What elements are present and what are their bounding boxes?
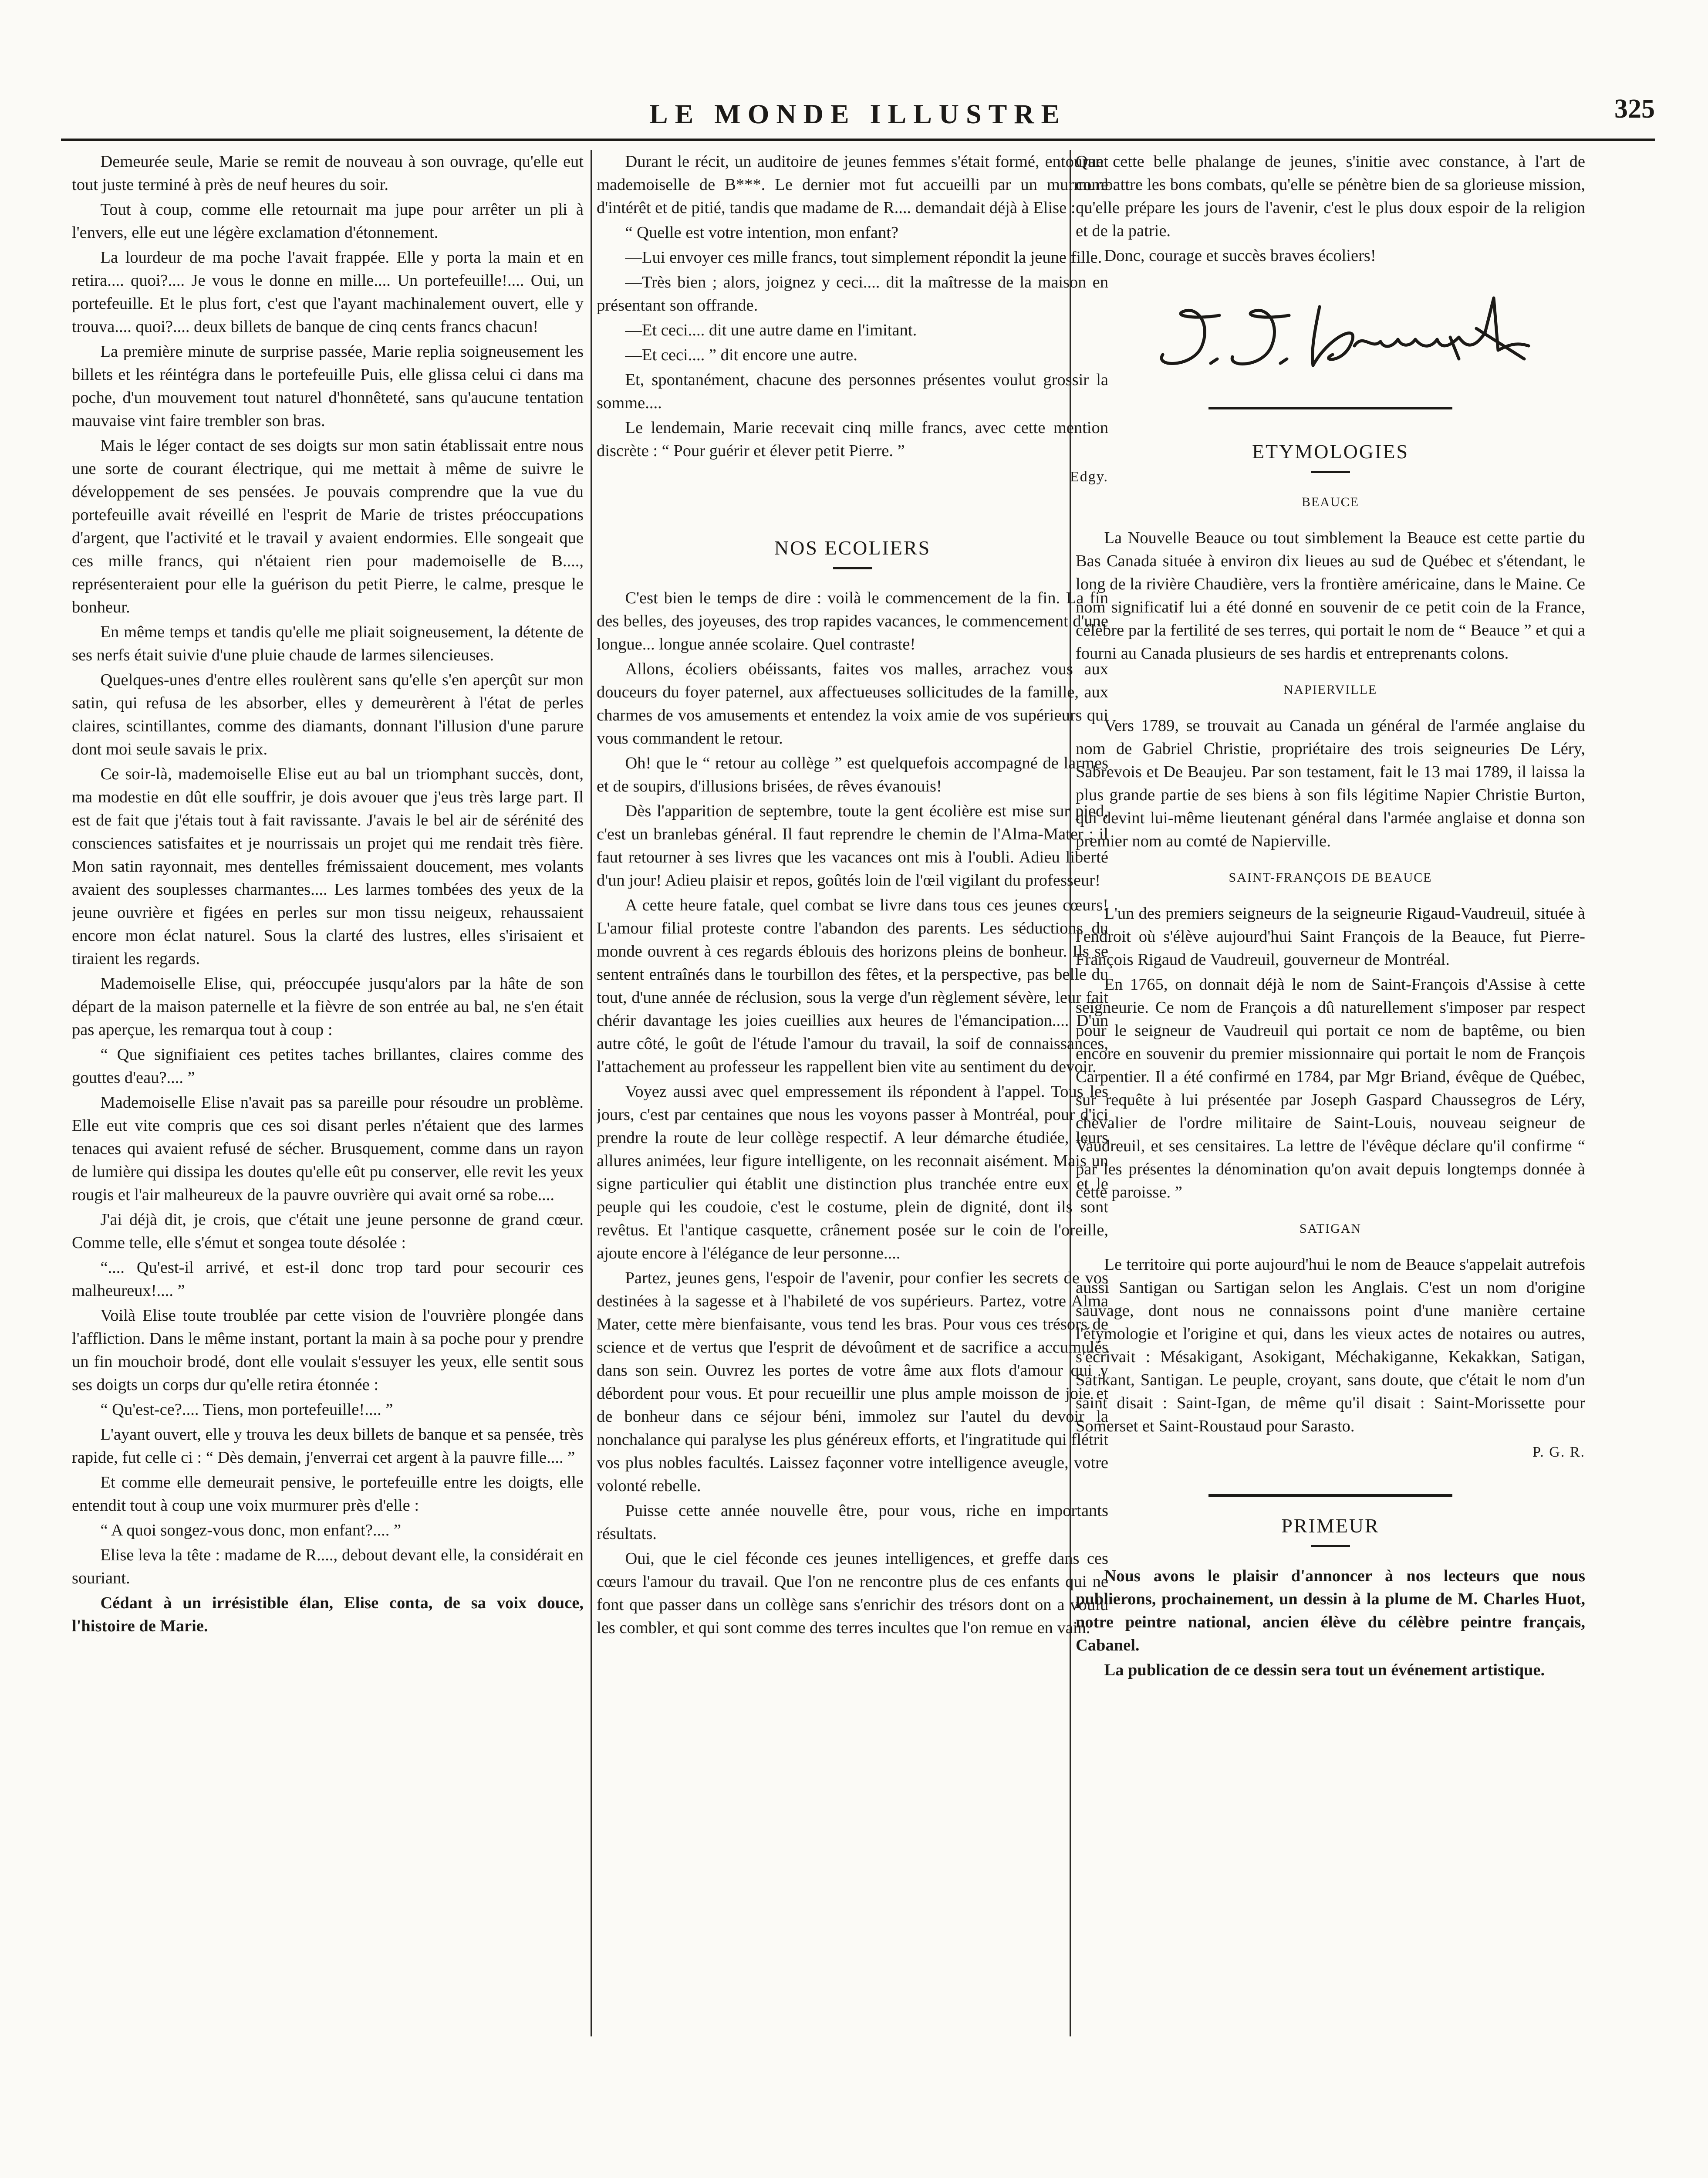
handwritten-signature [1076,276,1585,389]
etym-signature: P. G. R. [1532,1444,1585,1460]
paragraph: Nous avons le plaisir d'annoncer à nos lecteurs que nous publierons, prochainement, un dessin à la plume de M. Charles Huot, notre peintre national, ancien élève du célèbre peintre français, Cabanel. [1076,1567,1585,1654]
paragraph: En 1765, on donnait déjà le nom de Saint-François d'Assise à cette seigneurie. Ce nom de François a dû naturellement s'imposer par respect pour le seigneur de Vaudreuil qui portait ce nom de baptême, ou bien encore en souvenir du premier missionnaire qui portait le nom de François Carpentier. Il a été confirmé en 1784, par Mgr Briand, évêque de Québec, sur requête à lui présentée par Joseph Gaspard Chaussegros de Léry, chevalier de l'ordre militaire de Saint-Louis, nouveau seigneur de Vaudreuil, et ses censitaires. La lettre de l'évêque déclare qu'il confirme “ par les présentes la dénomination qu'on avait depuis longtemps donnée à cette paroisse. ” [1076,975,1585,1201]
paragraph: L'un des premiers seigneurs de la seigneurie Rigaud-Vaudreuil, située à l'endroit où s'élève aujourd'hui Saint François de la Beauce, fut Pierre-François Rigaud de Vaudreuil, gouverneur de Montréal. [1076,904,1585,969]
header-rule [61,139,1655,141]
paragraph: Voyez aussi avec quel empressement ils répondent à l'appel. Tous les jours, c'est par centaines que nous les voyons passer à Montréal, pour d'ici prendre la route de leur collège respectif. A leur démarche étudiée, leurs allures animées, leur figure intelligente, on les reconnait aisément. Mais un signe particulier qui établit une distinction plus tranchée entre eux et le peuple qui les coudoie, c'est le costume, plein de dignité, dont ils sont revêtus. Et l'antique casquette, crânement posée sur le coin de l'oreille, ajoute encore à l'élégance de leur personne.... [597,1082,1108,1262]
section-title: PRIMEUR [1281,1515,1380,1537]
paragraph: Tout à coup, comme elle retournait ma jupe pour arrêter un pli à l'envers, elle eut une légère exclamation d'étonnement. [72,200,584,242]
paragraph: La première minute de surprise passée, Marie replia soigneusement les billets et les réintégra dans le portefeuille Puis, elle glissa celui ci dans ma poche, d'un mouvement tout naturel d'honnêteté, sans qu'aucune tentation mauvaise vint faire trembler son bras. [72,342,584,430]
paragraph: La Nouvelle Beauce ou tout simblement la Beauce est cette partie du Bas Canada située à environ dix lieues au sud de Québec et s'étendant, le long de la rivière Chaudière, vers la frontière américaine, dans le Maine. Ce nom significatif lui a été donné en souvenir de ce petit coin de la France, célèbre par la fertilité de ses terres, qui portait le nom de “ Beauce ” et qui a fourni au Canada plusieurs de ses hardis et entreprenants colons. [1076,529,1585,663]
paragraph: Vers 1789, se trouvait au Canada un général de l'armée anglaise du nom de Gabriel Christie, propriétaire des trois seigneuries De Léry, Sabrevois et De Beaujeu. Par son testament, fait le 13 mai 1789, il laissa la plus grande partie de ses biens à son fils légitime Napier Christie Burton, qui devint lui-même lieutenant général dans l'armée anglaise et donna son premier nom au comté de Napierville. [1076,717,1585,850]
section-rule [1208,407,1452,409]
paragraph: Oui, que le ciel féconde ces jeunes intelligences, et greffe dans ces cœurs l'amour du travail. Que l'on ne rencontre plus de ces enfants qui ne font que passer dans un collège sans s'enrichir des trésors dont on a voulu les combler, et qui sont comme des terres incultes que l'on remue en vain. [597,1549,1108,1637]
title-rule [1311,1545,1350,1547]
page-header [61,94,1655,146]
paragraph: Puisse cette année nouvelle être, pour vous, riche en importants résultats. [597,1502,1108,1543]
column-3 [1076,150,1585,2178]
paragraph: Ce soir-là, mademoiselle Elise eut au bal un triomphant succès, dont, ma modestie en dût elle souffrir, je dois avouer que j'eus très large part. Il est de fait que j'étais tout à fait ravissante. J'avais le bel air de sérénité des consciences satisfaites et je nourrissais un projet qui me rendait très fière. Mon satin rayonnait, mes dentelles frémissaient doucement, mes volants avaient des souplesses charmantes.... Les larmes tombées des yeux de la jeune ouvrière et figées en perles sur mon tissu neigeux, rehaussaient encore mon éclat naturel. Sous la clarté des lustres, elles s'irisaient et tiraient les regards. [72,765,584,968]
paragraph: Quelques-unes d'entre elles roulèrent sans qu'elle s'en aperçût sur mon satin, qui refusa de les absorber, elles y demeurèrent à l'état de perles claires, scintillantes, comme des diamants, donnant l'illusion d'une parure dont moi seule savais le prix. [72,671,584,758]
paragraph: Cédant à un irrésistible élan, Elise conta, de sa voix douce, l'histoire de Marie. [72,1594,584,1635]
paragraph: Durant le récit, un auditoire de jeunes femmes s'était formé, entourant mademoiselle de B***. Le dernier mot fut accueilli par un murmure d'intérêt et de pitié, tandis que madame de R.... demandait déjà à Elise : [597,152,1108,217]
paragraph: En même temps et tandis qu'elle me pliait soigneusement, la détente de ses nerfs était suivie d'une pluie chaude de larmes silencieuses. [72,623,584,664]
paragraph: Demeurée seule, Marie se remit de nouveau à son ouvrage, qu'elle eut tout juste terminé à près de neuf heures du soir. [72,152,584,194]
paragraph: Voilà Elise toute troublée par cette vision de l'ouvrière plongée dans l'affliction. Dans le même instant, portant la main à sa poche pour y prendre un fin mouchoir brodé, dont elle voulait s'essuyer les yeux, elle sentit sous ses doigts un corps dur qu'elle retira étonnée : [72,1306,584,1394]
paragraph: —Lui envoyer ces mille francs, tout simplement répondit la jeune fille. [625,248,1102,267]
paragraph: Que cette belle phalange de jeunes, s'initie avec constance, à l'art de combattre les bons combats, qu'elle se pénètre bien de sa glorieuse mission, qu'elle prépare les jours de l'avenir, c'est le plus doux espoir de la religion et de la patrie. [1076,152,1585,240]
paragraph: Mademoiselle Elise n'avait pas sa pareille pour résoudre un problème. Elle eut vite compris que ces soi disant perles n'étaient que des larmes tenaces qui avaient refusé de sécher. Brusquement, comme dans un rayon de lumière qui dissipa les doutes qu'elle eût pu conserver, elle revit les yeux rougis et l'air malheureux de la pauvre ouvrière qui avait orné sa robe.... [72,1093,584,1204]
paragraph: A cette heure fatale, quel combat se livre dans tous ces jeunes cœurs! L'amour filial proteste contre l'abandon des parents. Les séductions du monde ouvrent à ces regards éblouis des horizons pleins de bonheur. Ils se sentent entraînés dans le tourbillon des fêtes, et la perspective, pas belle du tout, d'une année de réclusion, sous la verge d'un règlement sévère, leur fait chérir davantage les joies cueillies aux heures de l'émancipation.... D'un autre côté, le goût de l'étude l'amour du travail, la soif de connaissances, l'attachement au professeur les rappellent bien vite au sentiment du devoir. [597,896,1108,1076]
paragraph: Oh! que le “ retour au collège ” est quelquefois accompagné de larmes et de soupirs, d'illusions brisées, de rêves évanouis! [597,754,1108,795]
paragraph: Elise leva la tête : madame de R...., debout devant elle, la considérait en souriant. [72,1546,584,1587]
paragraph: Partez, jeunes gens, l'espoir de l'avenir, pour confier les secrets de vos destinées à la sagesse et à l'habileté de vos supérieurs. Partez, votre Alma Mater, cette mère bienfaisante, vous tend les bras. Pour vous ces trésors de science et de vertus que l'esprit de dévoûment et de sacrifice a accumulés dans son sein. Ouvrez les portes de votre âme aux flots d'amour qui y débordent pour vous. Et pour recueillir une plus ample moisson de joie et de bonheur dans ce séjour béni, immolez sur l'autel du devoir la nonchalance qui paralyse les plus généreux efforts, et l'ingratitude qui flétrit vos plus nobles facultés. Laissez façonner votre intelligence aveugle, votre volonté rebelle. [597,1269,1108,1495]
paragraph: Le lendemain, Marie recevait cinq mille francs, avec cette mention discrète : “ Pour guérir et élever petit Pierre. ” [597,419,1108,460]
masthead: LE MONDE ILLUSTRE [649,98,1067,129]
paragraph: Mademoiselle Elise, qui, préoccupée jusqu'alors par la hâte de son départ de la maison paternelle et la fièvre de son entrée au bal, ne s'en était pas aperçue, les remarqua tout à coup : [72,974,584,1039]
paragraph: L'ayant ouvert, elle y trouva les deux billets de banque et sa pensée, très rapide, fut celle ci : “ Dès demain, j'enverrai cet argent à la pauvre fille.... ” [72,1425,584,1467]
paragraph: Et comme elle demeurait pensive, le portefeuille entre les doigts, elle entendit tout à coup une voix murmurer près d'elle : [72,1473,584,1515]
paragraph: Le territoire qui porte aujourd'hui le nom de Beauce s'appelait autrefois aussi Santigan ou Sartigan selon les Anglais. C'est un nom d'origine sauvage, dont nous ne connaissons point d'une manière certaine l'étymologie et l'origine et qui, dans les vieux actes de notaires ou autres, s'écrivait : Mésakigant, Asokigant, Méchakiganne, Kekakkan, Satigan, Satikant, Santigan. Le peuple, croyant, sans doute, que c'était le nom d'un saint disait : Saint-Igan, de même qu'il disait : Saint-Morissette pour Somerset et Saint-Roustaud pour Sarasto. [1076,1255,1585,1435]
paragraph: Et, spontanément, chacune des personnes présentes voulut grossir la somme.... [597,371,1108,412]
paragraph: C'est bien le temps de dire : voilà le commencement de la fin. La fin des belles, des joyeuses, des trop rapides vacances, le commencement d'une longue... longue année scolaire. Quel contraste! [597,589,1108,653]
subsection-title: BEAUCE [1302,495,1359,509]
paragraph: Allons, écoliers obéissants, faites vos malles, arrachez vous aux douceurs du foyer paternel, aux affectueuses sollicitudes de la famille, aux charmes de vos amusements et entendez la voix amie de vos supérieurs qui vous commandent le retour. [597,660,1108,747]
paragraph: La publication de ce dessin sera tout un événement artistique. [1104,1661,1545,1679]
paragraph: “ A quoi songez-vous donc, mon enfant?.... ” [100,1521,402,1539]
section-rule [1208,1494,1452,1497]
paragraph: Dès l'apparition de septembre, toute la gent écolière est mise sur pied, c'est un branlebas général. Il faut reprendre le chemin de l'Alma-Mater ; il faut retourner à ses livres que les vacances ont mis à l'oubli. Adieu liberté d'un jour! Adieu plaisir et repos, goûtés loin de l'œil vigilant du professeur! [597,802,1108,889]
paragraph: “ Que signifiaient ces petites taches brillantes, claires comme des gouttes d'eau?.... ” [72,1045,584,1087]
subsection-title: NAPIERVILLE [1283,683,1377,697]
paragraph: Donc, courage et succès braves écoliers! [1104,247,1376,265]
column-2 [597,150,1108,2178]
subsection-title: SAINT-FRANÇOIS DE BEAUCE [1229,870,1432,885]
paragraph: “ Qu'est-ce?.... Tiens, mon portefeuille!.... ” [100,1400,393,1419]
page-number: 325 [1614,94,1655,124]
title-rule [1311,471,1350,473]
section-title: ETYMOLOGIES [1252,440,1409,463]
paragraph: La lourdeur de ma poche l'avait frappée. Elle y porta la main et en retira.... quoi?.... Je vous le donne en mille.... Un portefeuille!.... Oui, un portefeuille. Et le plus fort, c'est que l'ayant machinalement ouvert, elle y trouva.... quoi?.... deux billets de banque de cinq cents francs chacun! [72,248,584,336]
paragraph: Mais le léger contact de ses doigts sur mon satin établissait entre nous une sorte de courant électrique, qui me mettait à même de suivre le développement de ses pensées. Je pouvais comprendre que la vue du portefeuille avait réveillé en l'esprit de Marie de tristes préoccupations d'argent, que l'activité et le travail y avaient endormies. Elle songeait que ces mille francs, qui n'étaient rien pour mademoiselle de B...., représenteraient pour elle la guérison du petit Pierre, le calme, presque le bonheur. [72,436,584,616]
story-signature: Edgy. [1070,469,1108,485]
column-divider [591,150,592,2036]
paragraph: “.... Qu'est-il arrivé, et est-il donc trop tard pour secourir ces malheureux!.... ” [72,1258,584,1300]
column-1 [72,150,584,2178]
paragraph: —Et ceci.... ” dit encore une autre. [625,346,857,364]
paragraph: J'ai déjà dit, je crois, que c'était une jeune personne de grand cœur. Comme telle, elle s'émut et songea toute désolée : [72,1211,584,1252]
paragraph: —Et ceci.... dit une autre dame en l'imitant. [625,321,917,339]
paragraph: —Très bien ; alors, joignez y ceci.... dit la maîtresse de la maison en présentant son offrande. [597,273,1108,315]
section-title: NOS ECOLIERS [774,537,931,559]
subsection-title: SATIGAN [1299,1221,1362,1236]
paragraph: “ Quelle est votre intention, mon enfant? [625,223,898,242]
title-rule [833,567,872,569]
